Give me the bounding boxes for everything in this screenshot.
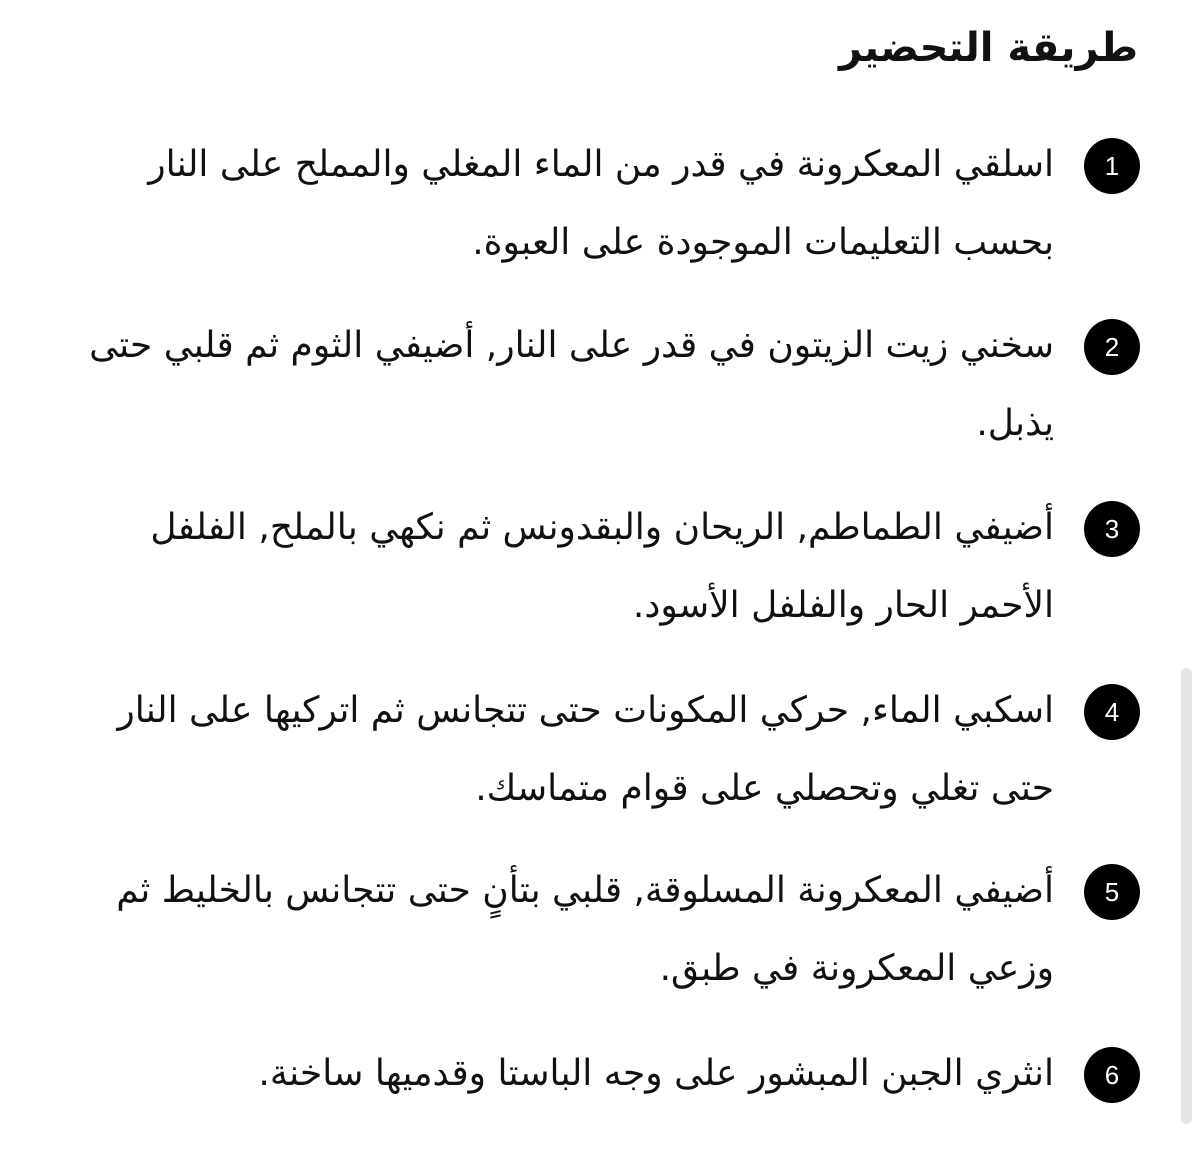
step-item xyxy=(60,307,1140,447)
step-item xyxy=(60,852,1140,992)
step-text: اسلقي المعكرونة في قدر من الماء المغلي والمملح على النار بحسب التعليمات الموجودة على العبوة. xyxy=(148,144,1054,263)
section-title: طريقة التحضير xyxy=(838,25,1138,71)
step-text: سخني زيت الزيتون في قدر على النار, أضيفي الثوم ثم قلبي حتى يذبل. xyxy=(89,325,1054,444)
step-number-badge: 6 xyxy=(1084,1047,1140,1103)
step-item xyxy=(60,672,1140,812)
step-text: اسكبي الماء, حركي المكونات حتى تتجانس ثم اتركيها على النار حتى تغلي وتحصلي على قوام متماسك. xyxy=(117,690,1054,809)
step-number-badge: 1 xyxy=(1084,138,1140,194)
step-text: انثري الجبن المبشور على وجه الباستا وقدميها ساخنة. xyxy=(258,1053,1054,1094)
step-text: أضيفي الطماطم, الريحان والبقدونس ثم نكهي بالملح, الفلفل الأحمر الحار والفلفل الأسود. xyxy=(150,507,1054,626)
step-item xyxy=(60,1035,1140,1175)
step-item xyxy=(60,489,1140,629)
step-number-badge: 2 xyxy=(1084,319,1140,375)
step-item xyxy=(60,126,1140,266)
vertical-scrollbar[interactable] xyxy=(1181,668,1192,1124)
step-number-badge: 5 xyxy=(1084,864,1140,920)
step-number-badge: 3 xyxy=(1084,501,1140,557)
step-number-badge: 4 xyxy=(1084,684,1140,740)
step-text: أضيفي المعكرونة المسلوقة, قلبي بتأنٍ حتى تتجانس بالخليط ثم وزعي المعكرونة في طبق. xyxy=(116,870,1054,989)
